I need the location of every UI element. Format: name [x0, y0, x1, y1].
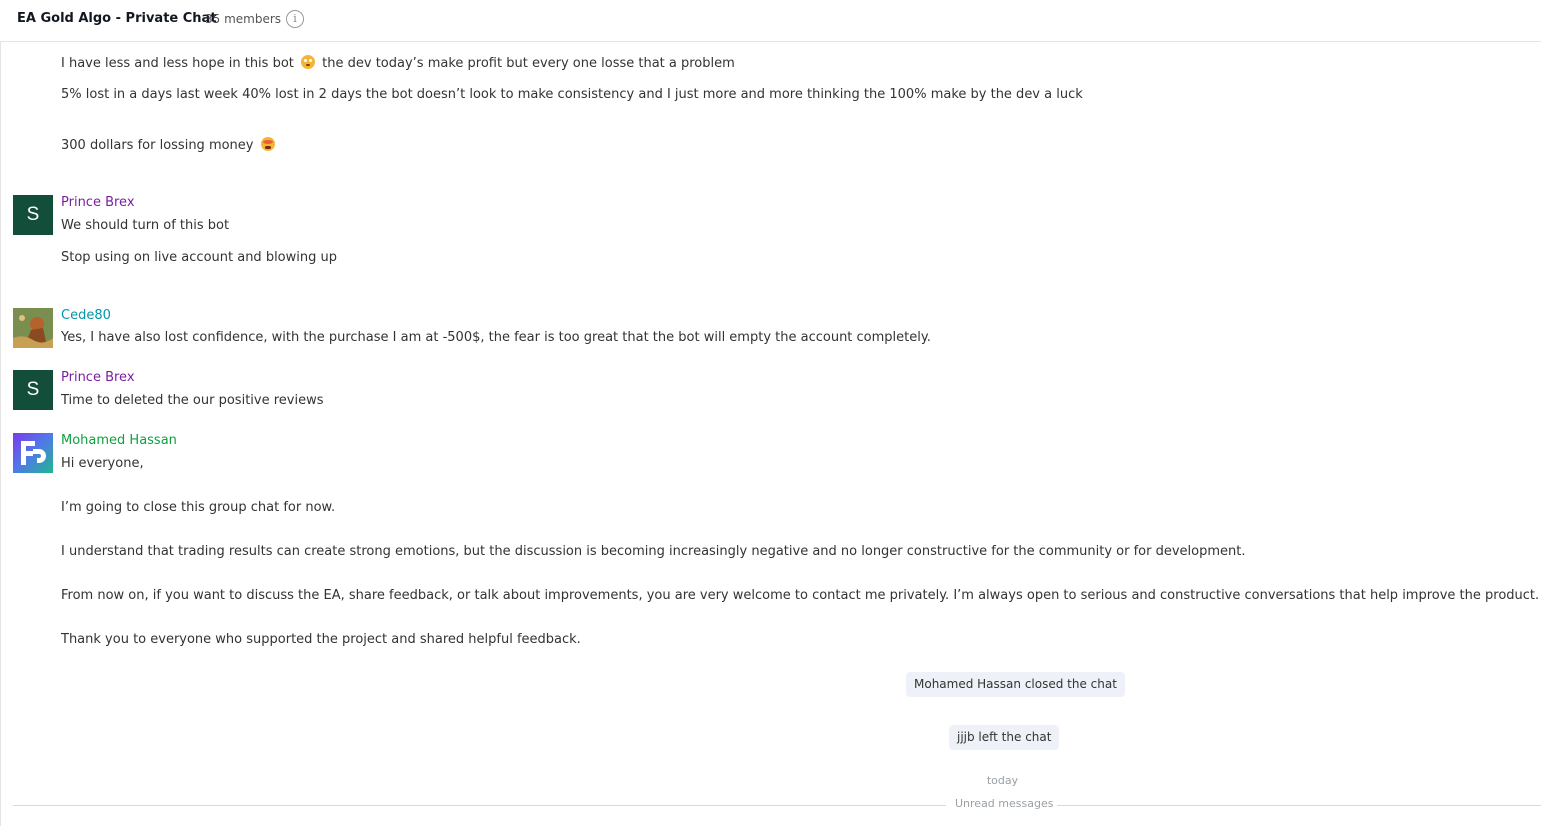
divider: [0, 42, 1, 826]
fp-logo-icon: [13, 433, 53, 473]
message-text: We should turn of this bot: [61, 218, 230, 233]
message-text: 5% lost in a days last week 40% lost in 2 days the bot doesn’t look to make consistency and I just more and more thinking the 100% make by the dev a luck: [61, 87, 1083, 102]
message-text-part: I have less and less hope in this bot: [61, 56, 294, 71]
message-text: [61, 55, 735, 71]
chat-title[interactable]: EA Gold Algo - Private Chat: [17, 11, 217, 26]
message-text: Hi everyone,: [61, 456, 144, 471]
unread-messages-separator: Unread messages: [951, 797, 1057, 810]
avatar-prince-brex[interactable]: S: [13, 370, 53, 410]
divider: [13, 805, 946, 806]
message-text: Thank you to everyone who supported the project and shared helpful feedback.: [61, 632, 581, 647]
info-icon[interactable]: i: [286, 10, 304, 28]
author-name-prince-brex[interactable]: Prince Brex: [61, 370, 135, 385]
avatar-mohamed-hassan[interactable]: [13, 433, 53, 473]
divider: [1057, 805, 1541, 806]
message-text-part: the dev today’s make profit but every one losse that a problem: [322, 56, 735, 71]
author-name-cede80[interactable]: Cede80: [61, 308, 111, 323]
message-text: Stop using on live account and blowing up: [61, 250, 337, 265]
date-separator: today: [986, 774, 1019, 787]
avatar-prince-brex[interactable]: S: [13, 195, 53, 235]
message-text: Time to deleted the our positive reviews: [61, 393, 324, 408]
message-text: I’m going to close this group chat for now.: [61, 500, 336, 515]
system-message-chat-closed: Mohamed Hassan closed the chat: [906, 672, 1125, 697]
members-count[interactable]: 35 members: [205, 12, 282, 26]
system-message-user-left: jjjb left the chat: [949, 725, 1059, 750]
message-text: [61, 137, 278, 153]
flushed-face-emoji-icon: [301, 55, 315, 69]
message-text-part: 300 dollars for lossing money: [61, 138, 254, 153]
avatar-cede80[interactable]: [13, 308, 53, 348]
avatar-image-icon: [13, 308, 53, 348]
message-text: From now on, if you want to discuss the EA, share feedback, or talk about improvements, you are very welcome to contact me privately. I’m always open to serious and constructive conversations that help improve the product.: [61, 588, 1540, 603]
author-name-prince-brex[interactable]: Prince Brex: [61, 195, 135, 210]
message-text: Yes, I have also lost confidence, with the purchase I am at -500$, the fear is too great that the bot will empty the account completely.: [61, 330, 931, 345]
chat-header: [0, 0, 1541, 42]
message-text: I understand that trading results can create strong emotions, but the discussion is becoming increasingly negative and no longer constructive for the community or for development.: [61, 544, 1246, 559]
author-name-mohamed-hassan[interactable]: Mohamed Hassan: [61, 433, 177, 448]
tired-face-emoji-icon: [261, 137, 275, 151]
